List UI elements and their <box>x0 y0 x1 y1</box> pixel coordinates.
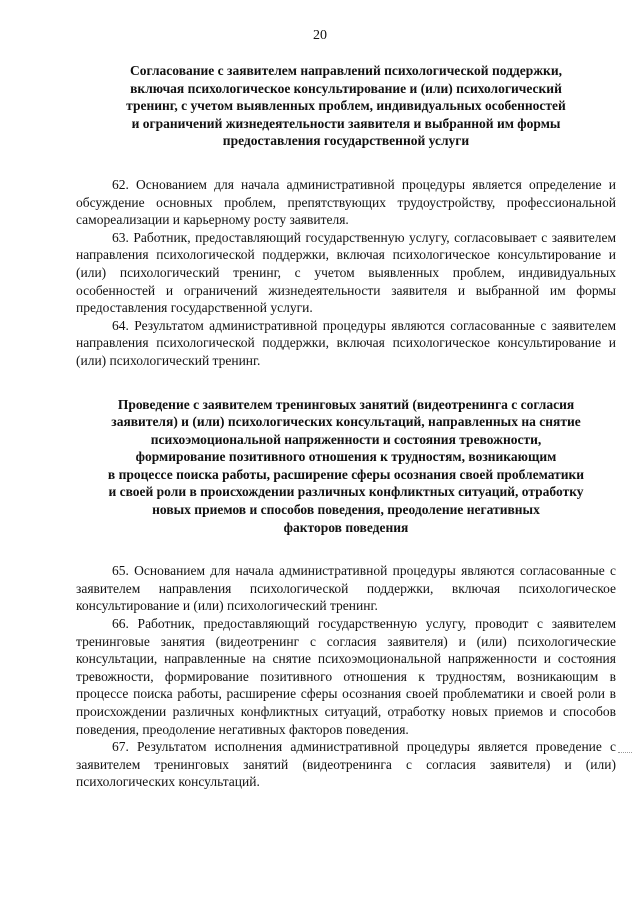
heading-line: и своей роли в происхождении различных конфликтных ситуаций, отработку <box>108 484 584 500</box>
section-heading-training <box>76 396 616 537</box>
paragraph-65: 65. Основанием для начала административной процедуры являются согласованные с заявителем направления психологической поддержки, включая психологическое консультирование и (или) психологический тренинг. <box>76 563 616 614</box>
paragraph-67: 67. Результатом исполнения административной процедуры является проведение с заявителем тренинговых занятий (видеотренинга с согласия заявителя) и (или) психологических консультаций. <box>76 739 616 790</box>
heading-line: в процессе поиска работы, расширение сферы осознания своей проблематики <box>107 466 585 482</box>
heading-line: психоэмоциональной напряженности и состояния тревожности, <box>150 431 542 447</box>
heading-line: новых приемов и способов поведения, преодоление негативных <box>152 502 540 518</box>
heading-line: формирование позитивного отношения к трудностям, возникающим <box>135 449 557 465</box>
paragraph-63: 63. Работник, предоставляющий государственную услугу, согласовывает с заявителем направления психологической поддержки, включая психологическое консультирование и (или) психологический тренинг, с учетом выявленных проблем, индивидуальных особенностей и ограничений жизнедеятельности заявителя и выбранной им формы предоставления государственной услуги. <box>76 229 616 316</box>
heading-line: заявителя) и (или) психологических консультаций, направленных на снятие <box>111 414 581 430</box>
heading-line: факторов поведения <box>283 519 409 535</box>
paragraph-64: 64. Результатом административной процедуры являются согласованные с заявителем направления психологической поддержки, включая психологическое консультирование и (или) психологический тренинг. <box>76 317 616 368</box>
heading-line: Проведение с заявителем тренинговых занятий (видеотренинга с согласия <box>117 396 575 412</box>
heading-line: предоставления государственной услуги <box>222 133 470 149</box>
paragraph-66: 66. Работник, предоставляющий государственную услугу, проводит с заявителем тренинговые занятия (видеотренинг с согласия заявителя) и (или) психологические консультации, направленные на снятие психоэмоциональной напряженности и состояния тревожности, формирование позитивного отношения к трудностям, возникающим в процессе поиска работы, расширение сферы осознания своей проблематики и своей роли в происхождении различных конфликтных ситуаций, отработку новых приемов и способов поведения, преодоление негативных факторов поведения. <box>76 616 616 737</box>
paragraph-62: 62. Основанием для начала административной процедуры является определение и обсуждение основных проблем, препятствующих трудоустройству, профессиональной самореализации и карьерному росту заявителя. <box>76 176 616 228</box>
document-body <box>76 62 616 791</box>
heading-line: Согласование с заявителем направлений психологической поддержки, <box>130 63 562 78</box>
page-number: 20 <box>313 28 327 43</box>
heading-line: тренинг, с учетом выявленных проблем, индивидуальных особенностей <box>126 98 566 114</box>
heading-line: включая психологическое консультирование и (или) психологический <box>130 80 562 96</box>
scan-edge-mark <box>618 752 632 755</box>
section-heading-approval <box>76 62 616 150</box>
heading-line: и ограничений жизнедеятельности заявителя и выбранной им формы <box>131 115 561 131</box>
